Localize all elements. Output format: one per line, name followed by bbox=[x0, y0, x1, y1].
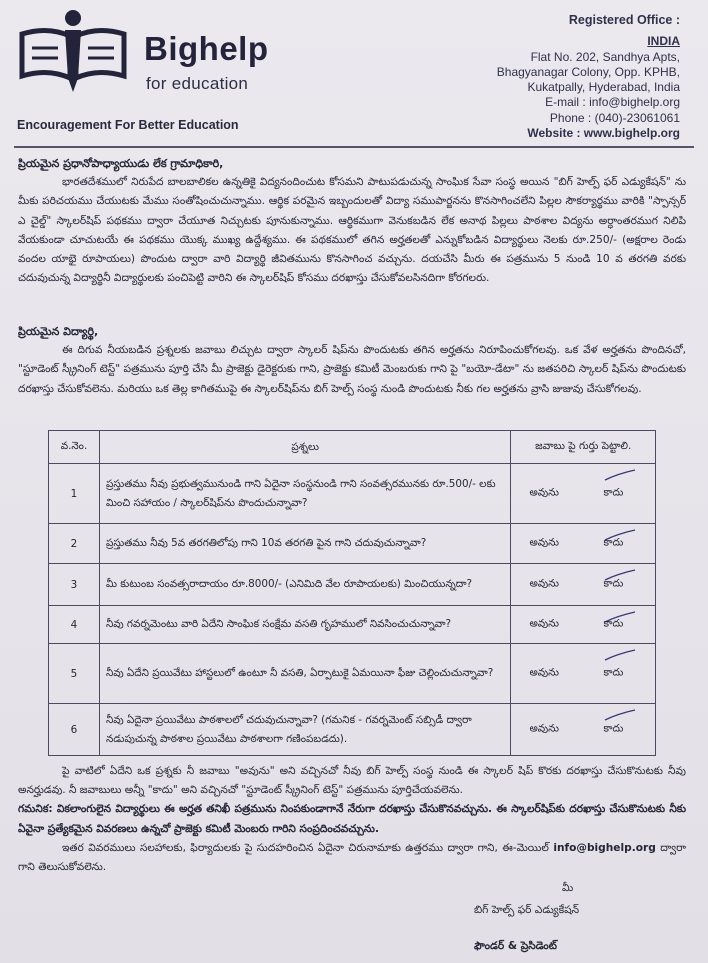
answer-cell[interactable] bbox=[511, 464, 656, 524]
table-row bbox=[49, 564, 656, 606]
tick-mark-icon bbox=[603, 468, 637, 482]
answer-yes-option[interactable]: అవును bbox=[529, 722, 560, 734]
answer-no-option[interactable]: కాదు bbox=[603, 486, 624, 498]
closing-org-name: బిగ్ హెల్ప్ ఫర్ ఎడ్యుకేషన్ bbox=[474, 904, 580, 916]
row-number: 3 bbox=[49, 564, 100, 606]
answer-yes-option[interactable]: అవును bbox=[529, 617, 560, 629]
table-row bbox=[49, 606, 656, 644]
answer-no-option[interactable]: కాదు bbox=[603, 666, 624, 678]
registered-office-address bbox=[440, 13, 680, 141]
office-email: E-mail : info@bighelp.org bbox=[545, 95, 680, 110]
office-website: Website : www.bighelp.org bbox=[527, 126, 680, 141]
row-question: మీ కుటుంబ సంవత్సరాదాయం రూ.8000/- (ఎనిమిది వేల రూపాయలకు) మించియున్నదా? bbox=[99, 564, 511, 606]
note-paragraph: గమనిక: వికలాంగులైన విద్యార్థులు ఈ అర్హత తనిఖీ పత్రమును నింపకుండాగానే నేరుగా దరఖాస్తు చేసుకొనవచ్చును. ఈ స్కాలర్‌షిప్‌కు దరఖాస్తు చేసుకొనుటకు నీకు ఏవైనా ప్రత్యేకమైన వివరణలు ఉన్నచో ప్రాజెక్టు కమిటీ మెంబరు గారిని సంప్రదించవచ్చును. bbox=[18, 803, 686, 835]
table-header-row bbox=[49, 431, 656, 464]
table-row bbox=[49, 644, 656, 704]
row-question: నీవు ఏదైనా ప్రయివేటు పాఠశాలలో చదువుచున్నావా? (గమనిక - గవర్నమెంట్ సబ్సిడీ ద్వారా నడుపుచున్న పాఠశాల ప్రయివేటు పాఠశాలగా గణింపబడదు). bbox=[99, 704, 511, 756]
brand-subtitle: for education bbox=[146, 74, 249, 93]
office-line: Bhagyanagar Colony, Opp. KPHB, bbox=[496, 64, 680, 79]
tick-mark-icon bbox=[603, 648, 637, 662]
contact-email-link[interactable]: info@bighelp.org bbox=[553, 841, 656, 854]
row-number: 4 bbox=[49, 606, 100, 644]
brand-name: Bighelp bbox=[144, 30, 269, 67]
row-number: 6 bbox=[49, 704, 100, 756]
office-phone: Phone : (040)-23061061 bbox=[549, 110, 680, 125]
ineligibility-paragraph: పై వాటిలో ఏదేని ఒక ప్రశ్నకు నీ జవాబు "అవును" అని వచ్చినచో నీవు బిగ్ హెల్ప్ సంస్థ నుండి ఈ స్కాలర్ షిప్ కొరకు దరఖాస్తు చేసుకొనుటకు నీవు అనర్హుడవు. నీ జవాబులు అన్నీ "కాదు" అని వచ్చినచో "స్టూడెంట్ స్క్రీనింగ్ టెస్ట్" పత్రమును పూర్తిచేయవలెను. bbox=[18, 765, 686, 797]
salutation-student: ప్రియమైన విద్యార్థి, bbox=[18, 325, 99, 338]
table-row bbox=[49, 704, 656, 756]
row-number: 2 bbox=[49, 524, 100, 564]
student-paragraph: ఈ దిగువ నీయబడిన ప్రశ్నలకు జవాబు లిచ్చుట ద్వారా స్కాలర్ షిప్‌ను పొందుటకు తగిన అర్హతను నిరూపించుకోగలవు. ఒక వేళ అర్హతను పొందినచో, "స్టూడెంట్ స్క్రీనింగ్ టెస్ట్" పత్రమును పూర్తి చేసి మీ ప్రాజెక్టు డైరెక్టరుకు గాని, ప్రాజెక్టు కమిటీ మెంబరుకు గాని పై "బయో-డేటా" ను జతపరిచి స్కాలర్ షిప్‌ను పొందుటకు దరఖాస్తు చేసుకోవలెను. మరియు ఒక తెల్ల కాగితముపై ఈ స్కాలర్‌షిప్‌ను బిగ్ హెల్ప్ సంస్థ నుండి పొందుటకు నీకు గల అర్హతను వ్రాసి జుజువు చేసుకోగలవు. bbox=[18, 344, 686, 395]
row-question: నీవు ఏదేని ప్రయివేటు హాస్టలులో ఉంటూ నీ వసతి, ఏర్పాటుకై ఏమయినా ఫీజు చెల్లించుచున్నావా? bbox=[99, 644, 511, 704]
answer-no-option[interactable]: కాదు bbox=[603, 722, 624, 734]
table-row bbox=[49, 464, 656, 524]
answer-yes-option[interactable]: అవును bbox=[529, 577, 560, 589]
contact-paragraph bbox=[18, 839, 686, 877]
salutation-headmaster: ప్రియమైన ప్రధానోపాధ్యాయుడు లేక గ్రామాధికారి, bbox=[18, 157, 224, 170]
open-book-logo-icon bbox=[18, 8, 128, 98]
contact-text-end: ద్వారా గాని తెలుసుకోవలెను. bbox=[18, 841, 686, 874]
header-questions: ప్రశ్నలు bbox=[99, 431, 511, 464]
answer-cell[interactable] bbox=[511, 606, 656, 644]
table-row bbox=[49, 524, 656, 564]
intro-paragraph: భారతదేశములో నిరుపేద బాలబాలికల ఉన్నతికై విద్యనందించుట కోసమని పాటుపడుచున్న సాంఘిక సేవా సంస్థ అయిన "బిగ్ హెల్ప్ ఫర్ ఎడ్యుకేషన్" ను మీకు పరిచయము చేయుటకు మేము సంతోషించుచున్నాము. ఆర్థిక పరమైన ఇబ్బందులతో విద్యా సముపార్జనను కొనసాగించలేని పిల్లల సౌకర్యార్థము వారికి "స్పాన్సర్ ఎ చైల్డ్" స్కాలర్‌షిప్ పథకము ద్వారా చేయూత నిచ్చుటకు పూనుకున్నాము. ఆర్థికముగా వెనుకబడిన లేక అనాథ పిల్లలు పాఠశాల విద్యను అర్ధాంతరముగ నిలిపి వేయకుండా చూచుటయే ఈ పథకము యొక్క ముఖ్య ఉద్దేశ్యము. ఈ పథకములో తగిన అర్హతలతో ఎన్నుకోబడిన విద్యార్థులు నెలకు రూ.250/- (అక్షరాల రెండు వందల యాభై రూపాయలు) పొందుట ద్వారా వారి విద్యార్థి జీవితమును కొనసాగించ వచ్చును. దయచేసి మీరు ఈ పత్రమును 5 నుండి 10 వ తరగతి వరకు చదువుచున్న విద్యార్థినీ విద్యార్థులకు పంచిపెట్టి వారిని ఈ స్కాలర్‌షిప్ కోసము దరఖాస్తు చేసుకోవలసినదిగా కోరగలరు. bbox=[18, 176, 686, 285]
row-question: ప్రస్తుతము నీవు ప్రభుత్వమునుండి గాని ఏదైనా సంస్థనుండి గాని సంవత్సరమునకు రూ.500/- లకు మించి సహాయం / స్కాలర్‌షిప్‌ను పొందుచున్నావా? bbox=[99, 464, 511, 524]
letter-intro bbox=[18, 154, 686, 288]
header-divider bbox=[14, 146, 694, 148]
brand-tagline: Encouragement For Better Education bbox=[17, 118, 239, 132]
answer-no-option[interactable]: కాదు bbox=[603, 617, 624, 629]
office-country: INDIA bbox=[647, 34, 680, 49]
answer-cell[interactable] bbox=[511, 644, 656, 704]
header-serial-no: వ.నెం. bbox=[49, 431, 100, 464]
eligibility-questions-table bbox=[48, 430, 656, 756]
answer-yes-option[interactable]: అవును bbox=[529, 536, 560, 548]
row-number: 5 bbox=[49, 644, 100, 704]
contact-text: ఇతర వివరములు సలహాలకు, ఫిర్యాదులకు పై సుదహరించిన ఏదైనా చిరునామాకు ఉత్తరము ద్వారా గాని, ఈ-మెయిల్ bbox=[62, 841, 549, 854]
office-line: Flat No. 202, Sandhya Apts, bbox=[530, 49, 680, 64]
post-table-section bbox=[18, 762, 686, 877]
row-question: ప్రస్తుతము నీవు 5వ తరగతిలోపు గాని 10వ తరగతి పైన గాని చదువుచున్నావా? bbox=[99, 524, 511, 564]
brand-logo bbox=[16, 8, 269, 118]
tick-mark-icon bbox=[603, 708, 637, 722]
answer-yes-option[interactable]: అవును bbox=[529, 666, 560, 678]
answer-cell[interactable] bbox=[511, 704, 656, 756]
answer-yes-option[interactable]: అవును bbox=[529, 486, 560, 498]
office-header: Registered Office : bbox=[568, 13, 680, 27]
answer-cell[interactable] bbox=[511, 524, 656, 564]
closing-yours: మీ bbox=[562, 882, 574, 894]
student-section bbox=[18, 322, 686, 399]
header-answer: జవాబు పై గుర్తు పెట్టాలి. bbox=[511, 431, 656, 464]
answer-no-option[interactable]: కాదు bbox=[603, 536, 624, 548]
answer-no-option[interactable]: కాదు bbox=[603, 577, 624, 589]
closing-signatory-title: ఫౌండర్ & ప్రెసిడెంట్ bbox=[474, 940, 557, 952]
row-number: 1 bbox=[49, 464, 100, 524]
row-question: నీవు గవర్నమెంటు వారి ఏదేని సాంఘిక సంక్షేమ వసతి గృహములో నివసించుచున్నావా? bbox=[99, 606, 511, 644]
answer-cell[interactable] bbox=[511, 564, 656, 606]
office-line: Kukatpally, Hyderabad, India bbox=[527, 80, 680, 95]
